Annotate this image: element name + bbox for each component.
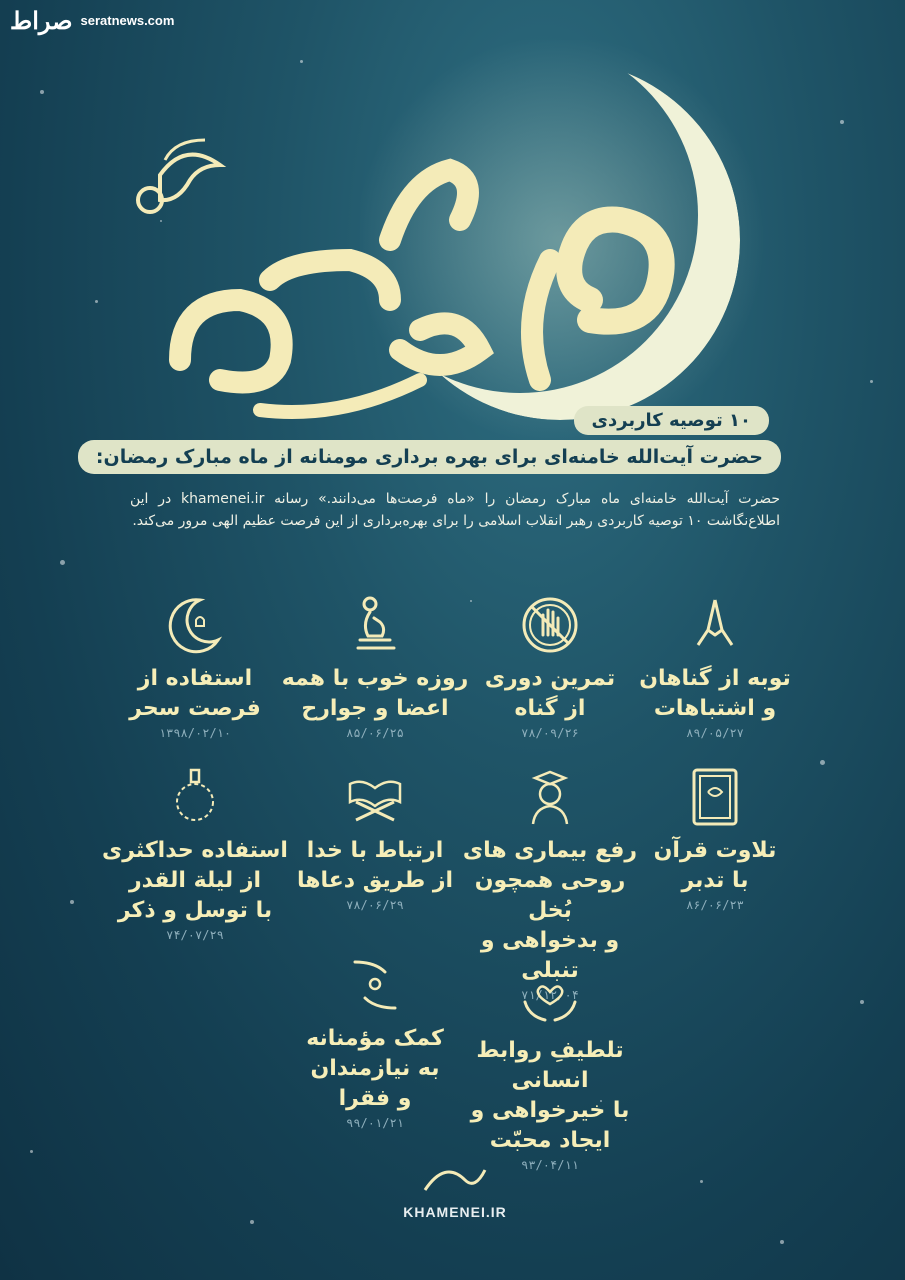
item-good-fasting bbox=[280, 590, 470, 740]
item-date: ۸۶/۰۶/۲۳ bbox=[686, 898, 744, 912]
item-date: ۱۳۹۸/۰۲/۱۰ bbox=[158, 726, 232, 740]
stop-hand-icon bbox=[515, 590, 585, 660]
item-repentance bbox=[620, 590, 810, 740]
item-label: روزه خوب با همه اعضا و جوارح bbox=[281, 666, 469, 721]
giving-hands-icon bbox=[340, 950, 410, 1020]
item-date: ۸۹/۰۵/۲۷ bbox=[686, 726, 744, 740]
open-quran-stand-icon bbox=[340, 762, 410, 832]
subtitle-small: ۱۰ توصیه کاربردی bbox=[574, 406, 770, 435]
item-label: کمک مؤمنانه به نیازمندان و فقرا bbox=[306, 1026, 444, 1111]
prayer-beads-icon bbox=[160, 762, 230, 832]
badge-emblem bbox=[138, 140, 220, 212]
footer-site: KHAMENEI.IR bbox=[403, 1204, 507, 1220]
item-date: ۷۱/۱۲/۰۴ bbox=[521, 988, 579, 1002]
item-date: ۹۹/۰۱/۲۱ bbox=[346, 1116, 404, 1130]
item-label: رفع بیماری های روحی همچون بُخل و بدخواهی و تنبلی bbox=[462, 838, 638, 983]
item-label: استفاده از فرصت سحر bbox=[129, 666, 261, 721]
site-watermark bbox=[10, 6, 174, 35]
item-label: تلطیفِ روابط انسانی با خیرخواهی و ایجاد محبّت bbox=[470, 1038, 630, 1153]
item-label: تمرین دوری از گناه bbox=[484, 666, 616, 721]
item-date: ۷۴/۰۷/۲۹ bbox=[166, 928, 224, 942]
item-laylat-al-qadr bbox=[100, 762, 290, 942]
item-date: ۸۵/۰۶/۲۵ bbox=[346, 726, 404, 740]
item-quran-recitation bbox=[620, 762, 810, 912]
item-label: ارتباط با خدا از طریق دعاها bbox=[296, 838, 454, 893]
quran-book-icon bbox=[680, 762, 750, 832]
item-help-needy bbox=[280, 950, 470, 1130]
watermark-site: seratnews.com bbox=[80, 13, 175, 28]
praying-hands-icon bbox=[680, 590, 750, 660]
watermark-logo: صراط bbox=[10, 6, 73, 35]
item-human-relations bbox=[455, 962, 645, 1172]
intro-paragraph: حضرت آیت‌الله خامنه‌ای ماه مبارک رمضان را «ماه فرصت‌ها می‌دانند.» رسانه khamenei.ir در این اطلاع‌نگاشت ۱۰ توصیه کاربردی رهبر انقلاب اسلامی را برای بهره‌برداری از این فرصت عظیم الهی مرور می‌کند. bbox=[130, 491, 780, 529]
item-avoid-sin bbox=[455, 590, 645, 740]
crescent-mosque-icon bbox=[160, 590, 230, 660]
student-icon bbox=[515, 762, 585, 832]
item-suhoor bbox=[100, 590, 290, 740]
item-connection-god bbox=[280, 762, 470, 912]
item-date: ۷۸/۰۹/۲۶ bbox=[521, 726, 579, 740]
item-label: استفاده حداکثری از لیلة القدر با توسل و ذکر bbox=[102, 838, 288, 923]
footer-brand bbox=[380, 1160, 530, 1220]
item-label: تلاوت قرآن با تدبر bbox=[653, 838, 777, 893]
item-date: ۹۳/۰۴/۱۱ bbox=[521, 1158, 579, 1172]
item-label: توبه از گناهان و اشتباهات bbox=[639, 666, 791, 721]
item-date: ۷۸/۰۶/۲۹ bbox=[346, 898, 404, 912]
praying-person-icon bbox=[340, 590, 410, 660]
footer-calligraphy-logo bbox=[415, 1160, 495, 1200]
subtitle-big: حضرت آیت‌الله خامنه‌ای برای بهره برداری مومنانه از ماه مبارک رمضان: bbox=[78, 440, 781, 474]
title-calligraphy bbox=[120, 120, 680, 420]
heart-hands-icon bbox=[515, 962, 585, 1032]
